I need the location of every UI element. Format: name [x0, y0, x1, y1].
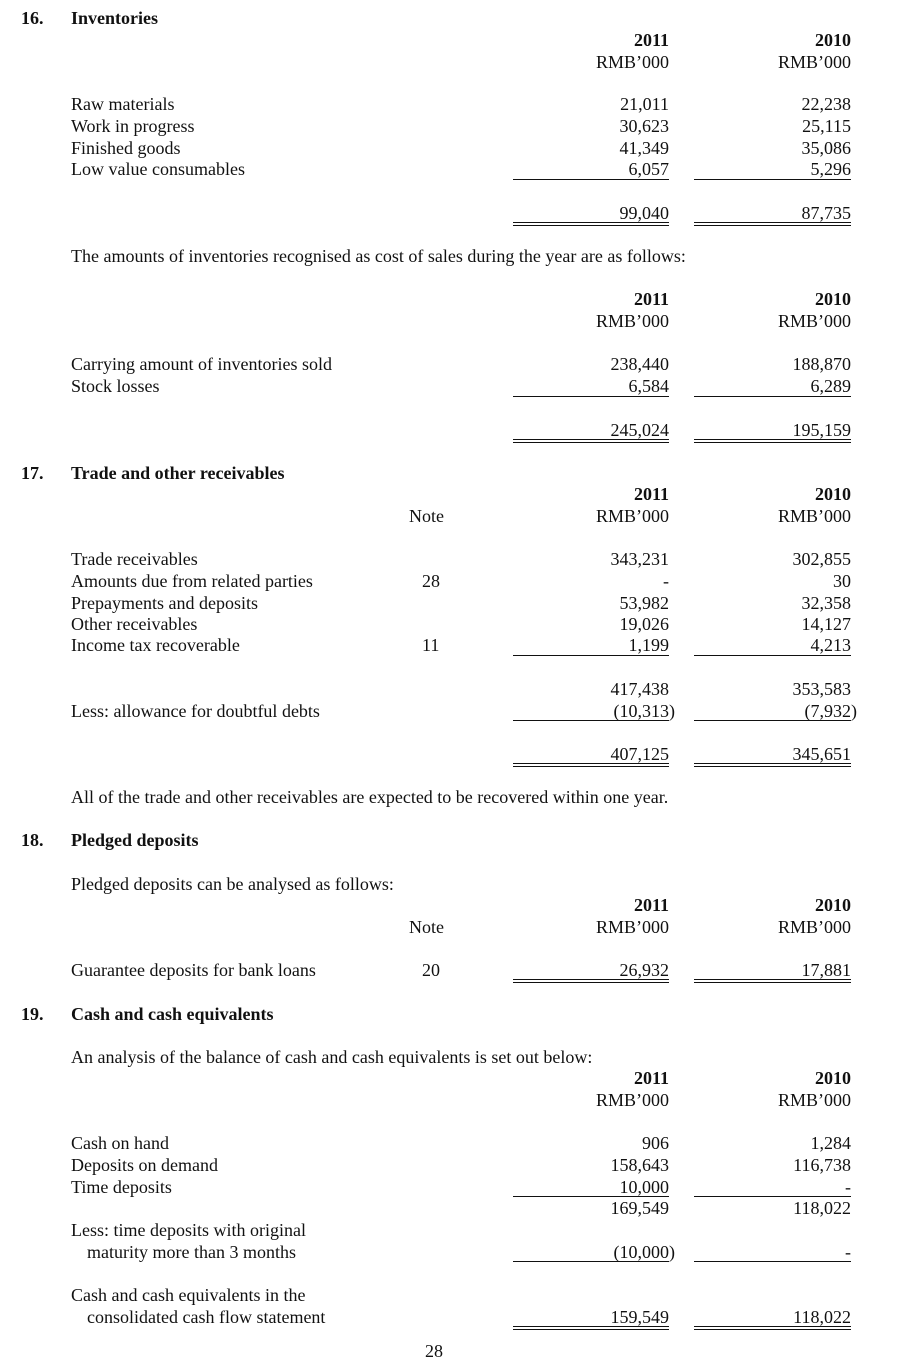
- unit-header: RMB’000: [595, 917, 669, 937]
- subtotal-rule: [694, 396, 851, 397]
- note-header: Note: [409, 506, 444, 526]
- unit-header: RMB’000: [595, 1090, 669, 1110]
- value-2010: -: [845, 1242, 851, 1262]
- total-double-rule: [513, 979, 669, 983]
- subtotal-rule: [513, 720, 669, 721]
- unit-header: RMB’000: [595, 506, 669, 526]
- subtotal-rule: [513, 179, 669, 180]
- total-2010: 118,022: [793, 1307, 851, 1327]
- year-2010-header: 2010: [815, 1068, 851, 1088]
- total-double-rule: [694, 222, 851, 226]
- value-2011: 906: [642, 1133, 669, 1153]
- total-2011: 99,040: [619, 203, 669, 223]
- value-2010: 188,870: [792, 354, 851, 374]
- value-2011: (10,000): [613, 1242, 675, 1262]
- total-double-rule: [513, 763, 669, 767]
- unit-header: RMB’000: [595, 311, 669, 331]
- row-label: Trade receivables: [71, 549, 198, 569]
- value-2010: 4,213: [810, 635, 851, 655]
- year-2011-header: 2011: [633, 289, 669, 309]
- total-2011: 407,125: [610, 744, 669, 764]
- row-label: Carrying amount of inventories sold: [71, 354, 332, 374]
- section-19-number: 19.: [21, 1004, 44, 1024]
- row-label: Finished goods: [71, 138, 181, 158]
- row-label: Less: allowance for doubtful debts: [71, 701, 320, 721]
- value-2010: 302,855: [792, 549, 851, 569]
- section-16-number: 16.: [21, 8, 44, 28]
- subtotal-rule: [694, 179, 851, 180]
- section-17-number: 17.: [21, 463, 44, 483]
- row-label: Stock losses: [71, 376, 160, 396]
- value-2011: -: [663, 571, 669, 591]
- subtotal-2010: 353,583: [792, 679, 851, 699]
- value-2010: 22,238: [801, 94, 851, 114]
- total-double-rule: [694, 763, 851, 767]
- value-2010: 17,881: [801, 960, 851, 980]
- subtotal-rule: [694, 720, 851, 721]
- section-intro: Pledged deposits can be analysed as follows:: [71, 874, 394, 894]
- subtotal-2011: 417,438: [610, 679, 669, 699]
- section-17-title: Trade and other receivables: [71, 463, 285, 483]
- value-2011: 158,643: [610, 1155, 669, 1175]
- year-2010-header: 2010: [815, 895, 851, 915]
- row-label: Other receivables: [71, 614, 198, 634]
- subtotal-rule: [513, 396, 669, 397]
- row-label: Income tax recoverable: [71, 635, 240, 655]
- total-double-rule: [513, 1326, 669, 1330]
- section-19-title: Cash and cash equivalents: [71, 1004, 274, 1024]
- year-2011-header: 2011: [633, 30, 669, 50]
- section-18-title: Pledged deposits: [71, 830, 199, 850]
- total-double-rule: [694, 439, 851, 443]
- note-ref: 11: [422, 635, 440, 655]
- subtotal-2010: 118,022: [793, 1198, 851, 1218]
- year-2010-header: 2010: [815, 484, 851, 504]
- unit-header: RMB’000: [595, 52, 669, 72]
- value-2010: 32,358: [801, 593, 851, 613]
- value-2011: 1,199: [628, 635, 669, 655]
- note-ref: 20: [422, 960, 440, 980]
- subtotal-rule: [513, 655, 669, 656]
- total-2010: 87,735: [801, 203, 851, 223]
- paragraph: All of the trade and other receivables are expected to be recovered within one year.: [71, 787, 669, 807]
- row-label: Cash and cash equivalents in the: [71, 1285, 306, 1305]
- value-2011: 41,349: [619, 138, 669, 158]
- row-label: Amounts due from related parties: [71, 571, 313, 591]
- total-2011: 159,549: [610, 1307, 669, 1327]
- section-18-number: 18.: [21, 830, 44, 850]
- total-double-rule: [694, 979, 851, 983]
- value-2011: 10,000: [619, 1177, 669, 1197]
- row-label-continued: maturity more than 3 months: [87, 1242, 296, 1262]
- subtotal-rule: [513, 1196, 669, 1197]
- row-label: Raw materials: [71, 94, 175, 114]
- value-2011: 6,057: [628, 159, 669, 179]
- unit-header: RMB’000: [777, 311, 851, 331]
- row-label: Work in progress: [71, 116, 195, 136]
- total-2010: 195,159: [792, 420, 851, 440]
- subtotal-rule: [694, 655, 851, 656]
- year-2010-header: 2010: [815, 30, 851, 50]
- row-label: Less: time deposits with original: [71, 1220, 306, 1240]
- unit-header: RMB’000: [777, 506, 851, 526]
- subtotal-2011: 169,549: [610, 1198, 669, 1218]
- value-2011: 21,011: [620, 94, 669, 114]
- value-2011: 6,584: [628, 376, 669, 396]
- row-label: Low value consumables: [71, 159, 245, 179]
- year-2011-header: 2011: [633, 484, 669, 504]
- value-2010: 1,284: [810, 1133, 851, 1153]
- year-2010-header: 2010: [815, 289, 851, 309]
- unit-header: RMB’000: [777, 1090, 851, 1110]
- row-label: Prepayments and deposits: [71, 593, 258, 613]
- subtotal-rule: [694, 1261, 851, 1262]
- subtotal-rule: [694, 1196, 851, 1197]
- value-2010: 116,738: [793, 1155, 851, 1175]
- value-2010: 5,296: [810, 159, 851, 179]
- total-2010: 345,651: [792, 744, 851, 764]
- total-double-rule: [513, 439, 669, 443]
- value-2010: 30: [833, 571, 851, 591]
- total-2011: 245,024: [610, 420, 669, 440]
- value-2011: 238,440: [610, 354, 669, 374]
- value-2010: 25,115: [802, 116, 851, 136]
- section-intro: An analysis of the balance of cash and cash equivalents is set out below:: [71, 1047, 593, 1067]
- value-2010: 14,127: [801, 614, 851, 634]
- row-label: Cash on hand: [71, 1133, 169, 1153]
- section-16-title: Inventories: [71, 8, 158, 28]
- value-2010: 35,086: [801, 138, 851, 158]
- value-2011: 30,623: [619, 116, 669, 136]
- note-ref: 28: [422, 571, 440, 591]
- row-label-continued: consolidated cash flow statement: [87, 1307, 326, 1327]
- total-double-rule: [694, 1326, 851, 1330]
- value-2010: (7,932): [804, 701, 857, 721]
- total-double-rule: [513, 222, 669, 226]
- row-label: Deposits on demand: [71, 1155, 218, 1175]
- unit-header: RMB’000: [777, 917, 851, 937]
- value-2011: 53,982: [619, 593, 669, 613]
- page-number: 28: [425, 1341, 443, 1361]
- note-header: Note: [409, 917, 444, 937]
- paragraph: The amounts of inventories recognised as cost of sales during the year are as follows:: [71, 246, 686, 266]
- row-label: Time deposits: [71, 1177, 172, 1197]
- row-label: Guarantee deposits for bank loans: [71, 960, 316, 980]
- year-2011-header: 2011: [633, 1068, 669, 1088]
- value-2011: 26,932: [619, 960, 669, 980]
- value-2010: 6,289: [810, 376, 851, 396]
- value-2011: (10,313): [613, 701, 675, 721]
- value-2011: 343,231: [610, 549, 669, 569]
- year-2011-header: 2011: [633, 895, 669, 915]
- value-2011: 19,026: [619, 614, 669, 634]
- subtotal-rule: [513, 1261, 669, 1262]
- unit-header: RMB’000: [777, 52, 851, 72]
- value-2010: -: [845, 1177, 851, 1197]
